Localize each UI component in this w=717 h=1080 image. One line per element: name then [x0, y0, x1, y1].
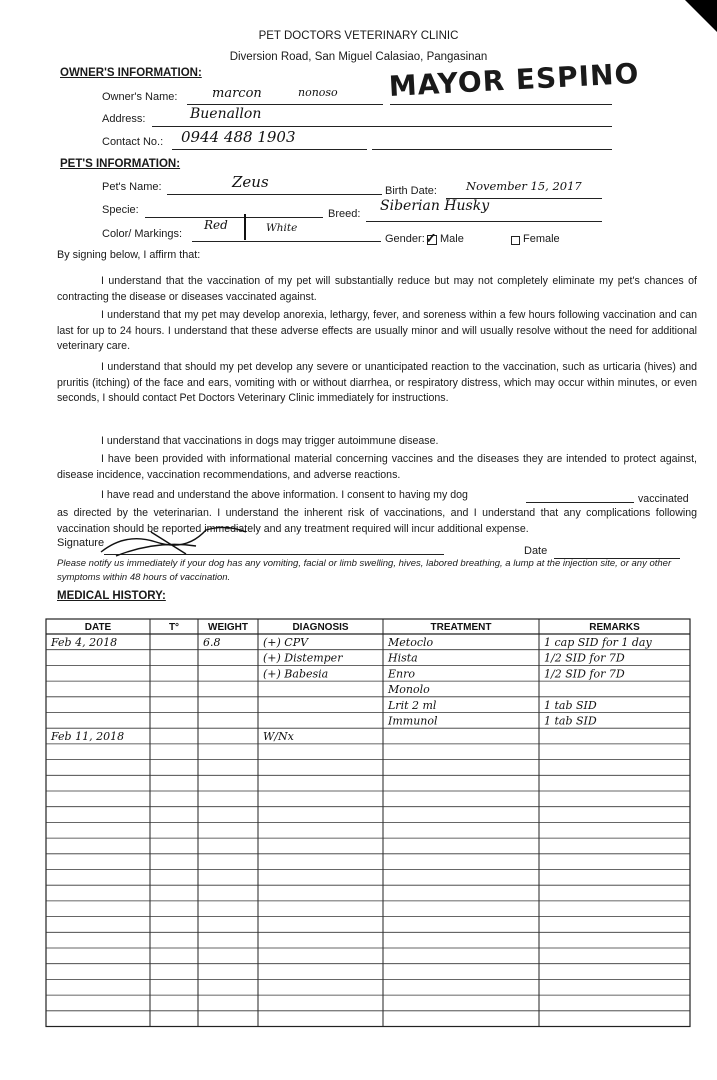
owner-name-value-3: MAYOR ESPINO [388, 56, 641, 103]
table-cell: (+) Babesia [263, 667, 329, 681]
medical-history-heading: MEDICAL HISTORY: [57, 590, 166, 602]
table-cell: 1 tab SID [544, 698, 597, 712]
table-cell: 1 cap SID for 1 day [544, 636, 652, 649]
table-column-header: T° [168, 622, 180, 633]
checkmark-icon: ✓ [425, 230, 437, 246]
birth-date-label: Birth Date: [385, 185, 437, 197]
gender-male-label: Male [440, 233, 464, 245]
clinic-address: Diversion Road, San Miguel Calasiao, Pangasinan [229, 51, 488, 63]
pet-name-value: Zeus [232, 173, 269, 191]
table-cell: Metoclo [388, 636, 434, 649]
clinic-name: PET DOCTORS VETERINARY CLINIC [258, 30, 459, 42]
pet-section-heading: PET'S INFORMATION: [60, 158, 181, 170]
table-cell: Lrit 2 ml [388, 698, 437, 712]
signature-label: Signature [57, 537, 105, 549]
consent-paragraph-6a: I have read and understand the above information. I consent to having my dog [101, 489, 468, 501]
table-cell: 1/2 SID for 7D [544, 651, 625, 665]
table-column-header: DATE [84, 622, 112, 633]
specie-label: Specie: [102, 204, 139, 216]
table-cell: Enro [388, 667, 415, 681]
color-value-2: White [266, 222, 298, 234]
table-cell: Feb 11, 2018 [51, 730, 125, 744]
contact-value: 0944 488 1903 [181, 128, 296, 146]
breed-value: Siberian Husky [380, 198, 490, 214]
address-label: Address: [102, 113, 146, 125]
owner-name-value-2: nonoso [298, 86, 338, 99]
owner-name-label: Owner's Name: [102, 91, 178, 103]
gender-label: Gender: [385, 233, 425, 245]
color-value-1: Red [204, 218, 228, 232]
table-column-header: TREATMENT [430, 622, 492, 633]
consent-paragraph-3: I understand that should my pet develop any severe or unanticipated reaction to the vaccination, such as urticaria (hives) and pruritis (itching) of the face and ears, vomiting with or without diarrhea, or respiratory distress, which may occur within minutes, or even seconds, I should contact Pet Doctors Veterinary Clinic immediately for instructions. [57, 361, 697, 404]
table-column-header: REMARKS [589, 622, 640, 633]
notice-text: Please notify us immediately if your dog has any vomiting, facial or limb swelling, hives, labored breathing, a lump at the injection site, or any other symptoms within 48 hours of vaccination. [57, 558, 672, 583]
consent-paragraph-6c: as directed by the veterinarian. I understand the inherent risk of vaccinations, and I understand that any complications following vaccination should be reported immediately and any treatment required will incur additional expense. [57, 507, 697, 535]
consent-paragraph-1: I understand that the vaccination of my pet will substantially reduce but may not completely eliminate my pet's chances of contracting the disease or diseases vaccinated against. [57, 275, 697, 303]
table-cell: W/Nx [263, 730, 294, 744]
breed-label: Breed: [328, 208, 361, 220]
pet-name-label: Pet's Name: [102, 181, 162, 193]
birth-date-value: November 15, 2017 [466, 179, 582, 193]
owner-section-heading: OWNER'S INFORMATION: [60, 67, 202, 79]
consent-paragraph-4: I understand that vaccinations in dogs may trigger autoimmune disease. [101, 435, 439, 447]
owner-name-value: marcon [212, 86, 262, 101]
address-value: Buenallon [190, 106, 262, 122]
table-column-header: WEIGHT [208, 622, 248, 633]
table-cell: (+) Distemper [263, 651, 343, 665]
color-label: Color/ Markings: [102, 228, 183, 240]
table-cell: 6.8 [203, 636, 221, 649]
contact-label: Contact No.: [102, 136, 164, 148]
table-column-header: DIAGNOSIS [292, 622, 349, 633]
date-label: Date [524, 545, 548, 557]
table-cell: Monolo [388, 683, 430, 697]
consent-paragraph-2: I understand that my pet may develop anorexia, lethargy, fever, and soreness within a few hours following vaccination and can last for up to 24 hours. I understand that these adverse effects are usually minor and will usually resolve without the need for additional veterinary care. [57, 309, 697, 352]
gender-female-label: Female [523, 233, 560, 245]
table-cell: Immunol [388, 714, 438, 728]
table-cell: Feb 4, 2018 [51, 636, 118, 649]
table-cell: 1 tab SID [544, 714, 597, 728]
table-cell: 1/2 SID for 7D [544, 667, 625, 681]
consent-paragraph-6b: vaccinated [638, 493, 689, 505]
consent-paragraph-5: I have been provided with informational material concerning vaccines and the diseases they are intended to protect against, disease incidence, vaccination recommendations, and adverse reactions. [57, 453, 697, 481]
consent-intro: By signing below, I affirm that: [57, 249, 201, 261]
table-cell: (+) CPV [263, 636, 309, 649]
table-cell: Hista [388, 651, 418, 665]
